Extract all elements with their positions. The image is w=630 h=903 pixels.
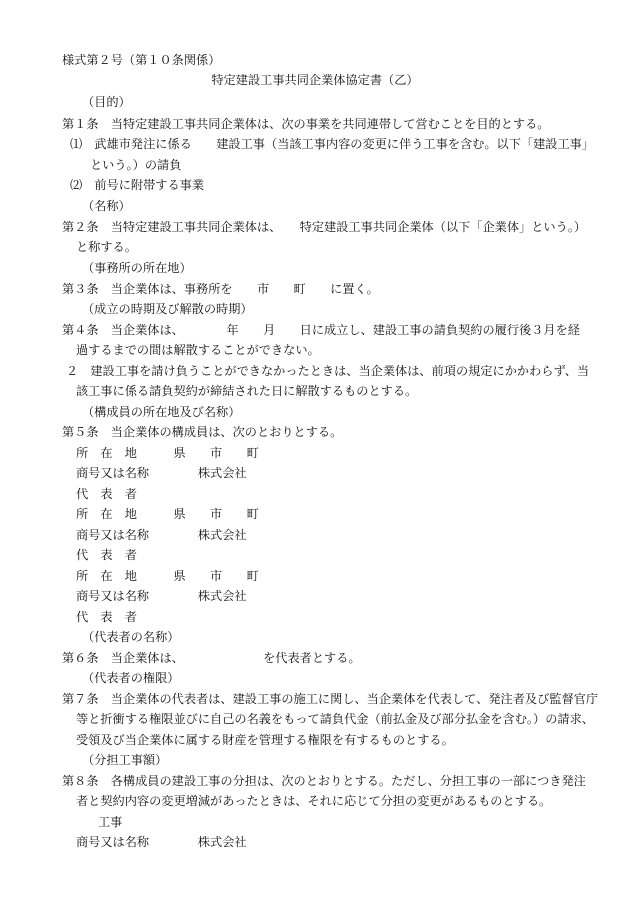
article-7-line-1: 第７条 当企業体の代表者は、建設工事の施工に関し、当企業体を代表して、発注者及び監督官庁 xyxy=(62,692,599,706)
article-6-text: 第６条 当企業体は、 を代表者とする。 xyxy=(62,651,361,665)
article-6-heading: （代表者の名称） xyxy=(82,630,180,644)
article-4-paragraph-2-line-2: 該工事に係る請負契約が締結された日に解散するものとする。 xyxy=(76,384,418,398)
article-7-heading: （代表者の権限） xyxy=(82,671,180,685)
article-4-heading: （成立の時期及び解散の時期） xyxy=(82,302,253,316)
document-title: 特定建設工事共同企業体協定書（乙） xyxy=(211,73,419,87)
article-3-text: 第３条 当企業体は、事務所を 市 町 に置く。 xyxy=(62,282,379,296)
member-2-name: 商号又は名称 株式会社 xyxy=(76,528,247,542)
article-2-line-2: と称する。 xyxy=(76,240,137,254)
member-1-address: 所 在 地 県 市 町 xyxy=(76,446,259,460)
article-8-work-company-name: 商号又は名称 株式会社 xyxy=(76,835,247,849)
article-2-heading: （名称） xyxy=(82,199,131,213)
form-label: 様式第２号（第１０条関係） xyxy=(62,53,221,67)
article-5-heading: （構成員の所在地及び名称） xyxy=(82,405,241,419)
article-4-line-2: 過するまでの間は解散することができない。 xyxy=(76,343,320,357)
member-2-representative: 代 表 者 xyxy=(76,548,137,562)
member-3-representative: 代 表 者 xyxy=(76,610,137,624)
article-1-item-2: ⑵ 前号に附帯する事業 xyxy=(70,178,205,192)
article-1-text: 第１条 当特定建設工事共同企業体は、次の事業を共同連帯して営むことを目的とする。 xyxy=(62,117,550,131)
article-1-heading: （目的） xyxy=(82,95,131,109)
article-1-item-1-line-1: ⑴ 武雄市発注に係る 建設工事（当該工事内容の変更に伴う工事を含む。以下「建設工事」 xyxy=(70,137,595,151)
article-8-heading: （分担工事額） xyxy=(82,753,168,767)
article-4-paragraph-2-line-1: ２ 建設工事を請け負うことができなかったときは、当企業体は、前項の規定にかかわらず、当 xyxy=(66,364,590,378)
article-7-line-3: 受領及び当企業体に属する財産を管理する権限を有するものとする。 xyxy=(76,733,454,747)
article-4-line-1: 第４条 当企業体は、 年 月 日に成立し、建設工事の請負契約の履行後３月を経 xyxy=(62,323,580,337)
article-8-line-1: 第８条 各構成員の建設工事の分担は、次のとおりとする。ただし、分担工事の一部につき発注 xyxy=(62,774,586,788)
member-1-name: 商号又は名称 株式会社 xyxy=(76,466,247,480)
article-3-heading: （事務所の所在地） xyxy=(82,261,192,275)
article-8-line-2: 者と契約内容の変更増減があったときは、それに応じて分担の変更があるものとする。 xyxy=(76,794,552,808)
member-3-name: 商号又は名称 株式会社 xyxy=(76,589,247,603)
member-3-address: 所 在 地 県 市 町 xyxy=(76,569,259,583)
article-2-line-1: 第２条 当特定建設工事共同企業体は、 特定建設工事共同企業体（以下「企業体」という。） xyxy=(62,220,587,234)
article-7-line-2: 等と折衝する権限並びに自己の名義をもって請負代金（前払金及び部分払金を含む。）の請求、 xyxy=(76,712,594,726)
article-8-work-label: 工事 xyxy=(98,815,123,829)
member-1-representative: 代 表 者 xyxy=(76,487,137,501)
article-5-text: 第５条 当企業体の構成員は、次のとおりとする。 xyxy=(62,425,343,439)
member-2-address: 所 在 地 県 市 町 xyxy=(76,507,259,521)
article-1-item-1-line-2: という。）の請負 xyxy=(90,158,182,172)
